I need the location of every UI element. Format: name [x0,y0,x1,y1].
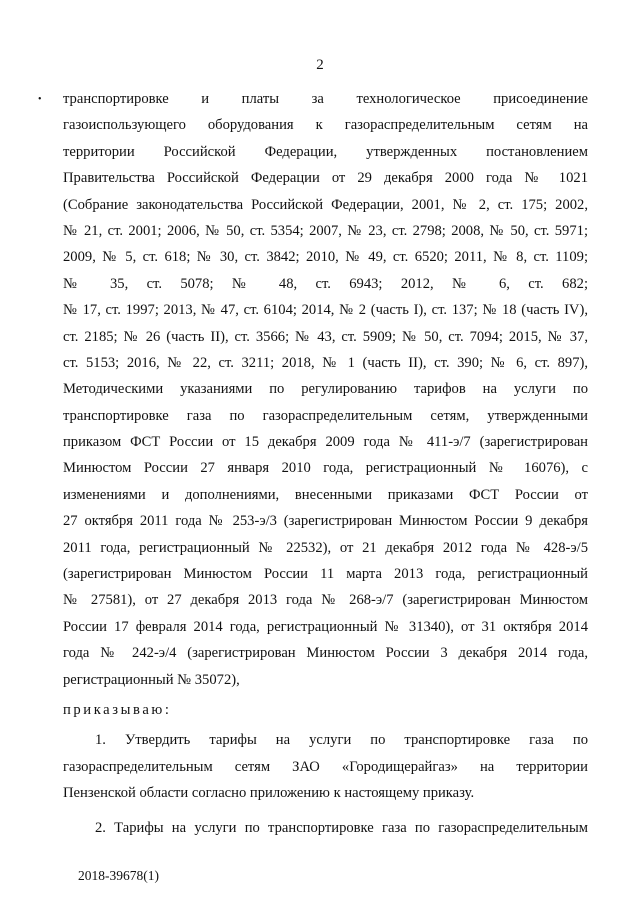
order-word: приказываю: [63,701,172,718]
document-id: 2018-39678(1) [78,868,159,883]
text-line: Правительства Российской Федерации от 29 декабря 2000 года № 1021 [63,170,588,187]
item-1-line: Пензенской области согласно приложению к настоящему приказу. [63,785,475,802]
text-line: территории Российской Федерации, утвержденных постановлением [63,143,588,160]
text-line: изменениями и дополнениями, внесенными приказами ФСТ России от [63,486,588,503]
item-1-line: 1. Утвердить тарифы на услуги по транспортировке газа по [95,732,588,749]
text-line: ст. 5153; 2016, № 22, ст. 3211; 2018, № 1 (часть II), ст. 390; № 6, ст. 897), [63,354,588,371]
paragraph-gap [63,807,588,815]
text-line: (зарегистрирован Минюстом России 11 марта 2013 года, регистрационный [63,566,588,583]
text-line: № 35, ст. 5078; № 48, ст. 6943; 2012, № 6, ст. 682; [63,275,588,292]
text-line: Методическими указаниями по регулированию тарифов на услуги по [63,381,588,398]
text-line: 27 октября 2011 года № 253-э/3 (зарегистрирован Минюстом России 9 декабря [63,513,588,530]
text-line: 2009, № 5, ст. 618; № 30, ст. 3842; 2010, № 49, ст. 6520; 2011, № 8, ст. 1109; [63,249,588,266]
text-line: № 17, ст. 1997; 2013, № 47, ст. 6104; 2014, № 2 (часть I), ст. 137; № 18 (часть IV), [63,302,588,319]
item-1-line: газораспределительным сетям ЗАО «Городищерайгаз» на территории [63,758,588,775]
text-line: № 21, ст. 2001; 2006, № 50, ст. 5354; 2007, № 23, ст. 2798; 2008, № 50, ст. 5971; [63,222,588,239]
text-line: года № 242-э/4 (зарегистрирован Минюстом России 3 декабря 2014 года, [63,645,588,662]
page-number: 2 [316,57,324,73]
text-line: России 17 февраля 2014 года, регистрационный № 31340), от 31 октября 2014 [63,618,588,635]
text-line: транспортировке и платы за технологическое присоединение [63,91,588,107]
text-line: (Собрание законодательства Российской Федерации, 2001, № 2, ст. 175; 2002, [63,196,588,213]
item-2-line: 2. Тарифы на услуги по транспортировке газа по газораспределительным [95,819,588,836]
text-line: газоиспользующего оборудования к газораспределительным сетям на [63,117,588,134]
text-line: ст. 2185; № 26 (часть II), ст. 3566; № 43, ст. 5909; № 50, ст. 7094; 2015, № 37, [63,328,588,345]
text-line: 2011 года, регистрационный № 22532), от 21 декабря 2012 года № 428-э/5 [63,539,588,556]
text-line: приказом ФСТ России от 15 декабря 2009 года № 411-э/7 (зарегистрирован [63,434,588,451]
margin-mark: • [38,94,42,105]
text-line: Минюстом России 27 января 2010 года, регистрационный № 16076), с [63,460,588,477]
text-line: регистрационный № 35072), [63,671,240,688]
text-line: № 27581), от 27 декабря 2013 года № 268-э/7 (зарегистрирован Минюстом [63,592,588,609]
text-line: транспортировке газа по газораспределительным сетям, утвержденными [63,407,588,424]
document-body [63,86,588,841]
